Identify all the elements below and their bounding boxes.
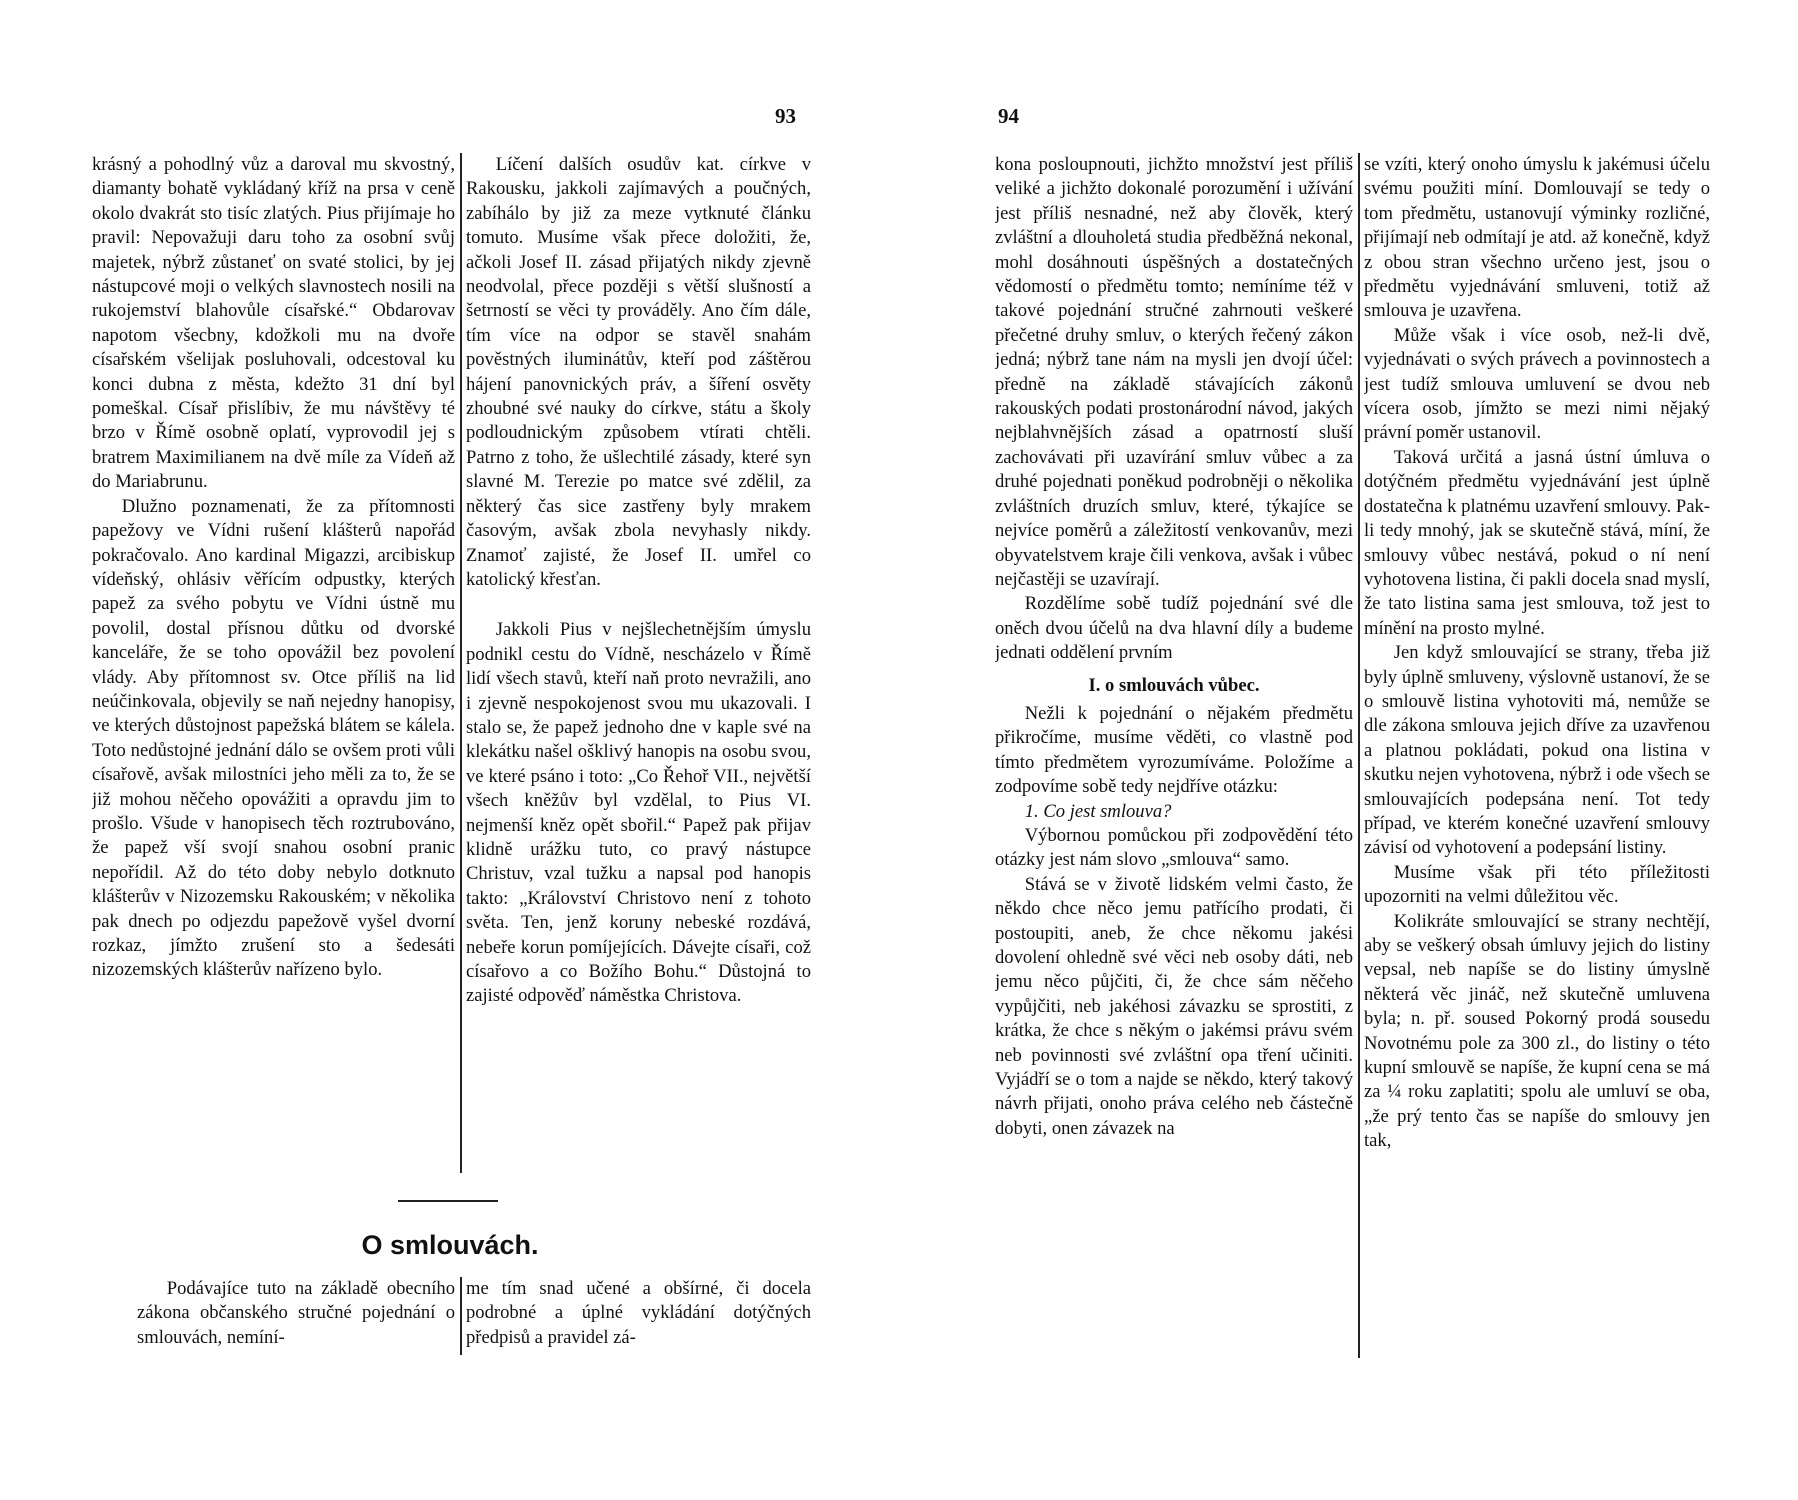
subheading: I. o smlouvách vůbec.: [1088, 674, 1260, 696]
paragraph: Stává se v životě lidském velmi často, že někdo chce něco jemu patřícího prodati, či postoupiti, aneb, že chce někomu jakési dovolení ohledně své věci neb osoby dáti, neb jemu něco půjčiti, či, že chce sám něčeho vypůjčiti, neb jakéhosi závazku se sprostiti, z krátka, že chce s někým o jakémsi právu svém neb povinnosti své zvláštní opa tření učiniti. Vyjádří se o tom a najde se někdo, který takový návrh přijati, onoho práva celého neb částečně dobyti, onen závazek na: [995, 873, 1353, 1139]
column-divider: [460, 1277, 462, 1355]
left-page-right-column: [466, 153, 811, 1173]
paragraph: Nežli k pojednání o nějakém předmětu přikročíme, musíme věděti, co vlastně pod tímto předmětem vyrozumíváme. Položíme a zodpovíme sobě tedy nejdříve otázku:: [995, 702, 1353, 798]
paragraph: Jakkoli Pius v nejšlechetnějším úmyslu podnikl cestu do Vídně, nescházelo v Římě lidí všech stavů, kteří naň proto nevražili, ano i zjevně nespokojenost svou mu ukazovali. I stalo se, že papež jednoho dne v kaple své na klekátku našel ošklivý hanopis na osobu svou, ve které psáno i toto: „Co Řehoř VII., největší všech kněžův byl vzdělal, to Pius VI. nejmenší kněz opět sbořil.“ Papež pak přijav klidně urážku tuto, co pravý nástupce Christuv, vzal tužku a napsal pod hanopis takto: „Království Christovo není z tohoto světa. Ten, jenž koruny nebeské rozdává, nebeře korun pomíjejících. Dávejte císaři, což císařovo a co Božího Bohu.“ Důstojná to zajisté odpověď náměstka Christova.: [466, 619, 811, 1007]
paragraph: Může však i více osob, než-li dvě, vyjednávati o svých právech a povinnostech a jest tudíž smlouva umluvení se dvou neb vícera osob, jímžto se mezi nimi nějaký právní poměr ustanovil.: [1364, 324, 1710, 444]
paragraph: Rozdělíme sobě tudíž pojednání své dle oněch dvou účelů na dva hlavní díly a budeme jednati oddělení prvním: [995, 593, 1353, 664]
page-number-left: 93: [775, 104, 796, 128]
left-page-bottom-left: [137, 1277, 455, 1357]
paragraph: Kolikráte smlouvající se strany nechtějí, aby se veškerý obsah úmluvy jejich do listiny vepsal, neb napíše se do listiny úmyslně některá věc jináč, než skutečně umluvena byla; n. př. soused Pokorný prodá sousedu Novotnému pole za 300 zl., do listiny o této kupní smlouvě se napíše, že kupní cena se má za ¼ roku zaplatiti; spolu ale umluví se oba, „že prý tento čas se napíše do smlouvy jen tak,: [1364, 910, 1710, 1152]
paragraph: se vzíti, který onoho úmyslu k jakémusi účelu svému použiti míní. Domlouvají se tedy o tom předmětu, ustanovují výminky rozličné, přijímají neb odmítají je atd. až konečně, když z obou stran všechno určeno jest, jsou o předmětu vyjednávání smluveni, totiž až smlouva je uzavřena.: [1364, 154, 1710, 322]
paragraph: Výbornou pomůckou při zodpovědění této otázky jest nám slovo „smlouva“ samo.: [995, 824, 1353, 871]
left-page-bottom-right: [466, 1277, 811, 1357]
paragraph: Líčení dalších osudův kat. církve v Rakousku, jakkoli zajímavých a poučných, zabíhálo by již za meze vytknuté článku tomuto. Musíme však přece doložiti, že, ačkoli Josef II. zásad přijatých nikdy zjevně neodvolal, přece později s větší slušností a šetrností se věci ty prováděly. Ano čím dále, tím více na odpor se stavěl snahám pověstných iluminátův, kteří pod záštěrou hájení panovnických práv, a šíření osvěty zhoubné své nauky do církve, státu a školy podloudnickým způsobem vtírati chtěli. Patrno z toho, že ušlechtilé zásady, které syn slavné M. Terezie po matce své zdělil, za některý čas sice zastřeny byly mrakem časovým, avšak zbola nevyhasly nikdy. Znamoť zajisté, že Josef II. umřel co katolický křesťan.: [466, 154, 811, 590]
paragraph: kona posloupnouti, jichžto množství jest příliš veliké a jichžto dokonalé porozumění i užívání jest příliš nesnadné, než aby člověk, který zvláštní a dlouholetá studia předběžná nekonal, mohl dosáhnouti úspěšných a dostatečných vědomostí o předmětu tomto; nemíníme též v takové pojednání stručné zahrnouti veškeré přečetné druhy smluv, o kterých řečený zákon jedná; nýbrž tane nám na mysli jen dvojí účel: předně na základě stávajících zákonů rakouských podati prostonárodní návod, jakých nejblahvnějších zásad a opatrností sluší zachovávati při uzavírání smluv vůbec a za druhé pojednati poněkud podrobněji o několika zvláštních druzích smluv, které, týkajíce se nejvíce poměrů a záležitostí venkovanův, mezi obyvatelstvem kraje čili venkova, avšak i vůbec nejčastěji se uzavírají.: [995, 154, 1353, 590]
section-rule: [398, 1200, 498, 1202]
paragraph: Taková určitá a jasná ústní úmluva o dotýčném předmětu vyjednávání jest úplně dostatečna k platnému uzavření smlouvy. Pak-li tedy mnohý, jak se skutečně stává, míní, že smlouvy vůbec nestává, pokud o ní není vyhotovena listina, či pakli docela snad myslí, že tato listina sama jest smlouva, tož jest to mínění na prosto mylné.: [1364, 446, 1710, 639]
paragraph: Musíme však při této příležitosti upozorniti na velmi důležitou věc.: [1364, 861, 1710, 908]
paragraph: krásný a pohodlný vůz a daroval mu skvostný, diamanty bohatě vykládaný kříž na prsa v ceně okolo dvakrát sto tisíc zlatých. Pius přijímaje ho pravil: Nepovažuji daru toho za osobní svůj majetek, nýbrž zůstaneť on svaté stolici, by jej nástupcové moji o velkých slavnostech nosili na rukojemství blahovůle císařské.“ Obdarovav napotom všecbny, kdožkoli mu na dvoře císařském všelijak posluhovali, odcestoval ku konci dubna z města, kdežto 31 dní byl pomeškal. Císař přislíbiv, že mu návštěvy té brzo v Římě osobně oplatí, vyprovodil jej s bratrem Maximilianem na dvě míle za Vídeň až do Mariabrunu.: [92, 154, 455, 493]
paragraph: Podávajíce tuto na základě obecního zákona občanského stručné pojednání o smlouvách, nemíní-: [137, 1278, 455, 1348]
right-page-left-column: [995, 153, 1353, 1358]
paragraph: Jen když smlouvající se strany, třeba již byly úplně smluveny, výslovně ustanoví, že se o smlouvě listina vyhotoviti má, nemůže se dle zákona smlouva jejich dříve za uzavřenou a platnou pokládati, pokud ona listina v skutku nejen vyhotovena, nýbrž i ode všech se smlouvajících podepsána není. Tot tedy případ, ve kterém konečné uzavření smlouvy závisí od vyhotovení a podepsání listiny.: [1364, 642, 1710, 859]
paragraph: me tím snad učené a obšírné, či docela podrobné a úplné vykládání dotýčných předpisů a pravidel zá-: [466, 1278, 811, 1348]
right-page-right-column: [1364, 153, 1710, 1358]
question: 1. Co jest smlouva?: [1024, 800, 1172, 822]
page-number-right: 94: [998, 104, 1019, 128]
left-page-left-column: [92, 153, 455, 1173]
column-divider: [1358, 153, 1360, 1358]
section-title: O smlouvách.: [361, 1230, 539, 1260]
column-divider: [460, 153, 462, 1173]
paragraph: Dlužno poznamenati, že za přítomnosti papežovy ve Vídni rušení klášterů napořád pokračovalo. Ano kardinal Migazzi, arcibiskup vídeňský, ohlásiv věřícím odpustky, kterých papež za svého pobytu ve Vídni ústně mu povolil, dostal přísnou důtku od dvorské kanceláře, že se toho opovážil bez povolení vlády. Aby přítomnost sv. Otce příliš na lid neúčinkovala, objevily se naň nejedny hanopisy, ve kterých důstojnost papežská blátem se kálela. Toto nedůstojné jednání dálo se ovšem proti vůli císařově, avšak milostníci jeho měli za to, že se již mohou něčeho opovážiti a opravdu jim to prošlo. Všude v hanopisech těch roztrubováno, že papež vší svojí snahou osobní pranic nepořídil. Až do této doby nebylo dotknuto klášterův v Nizozemsku Rakouském; v několika pak dnech po odjezdu papežově vyšel dvorní rozkaz, jímžto zrušení sto a šedesáti nizozemských klášterův nařízeno bylo.: [92, 495, 455, 981]
